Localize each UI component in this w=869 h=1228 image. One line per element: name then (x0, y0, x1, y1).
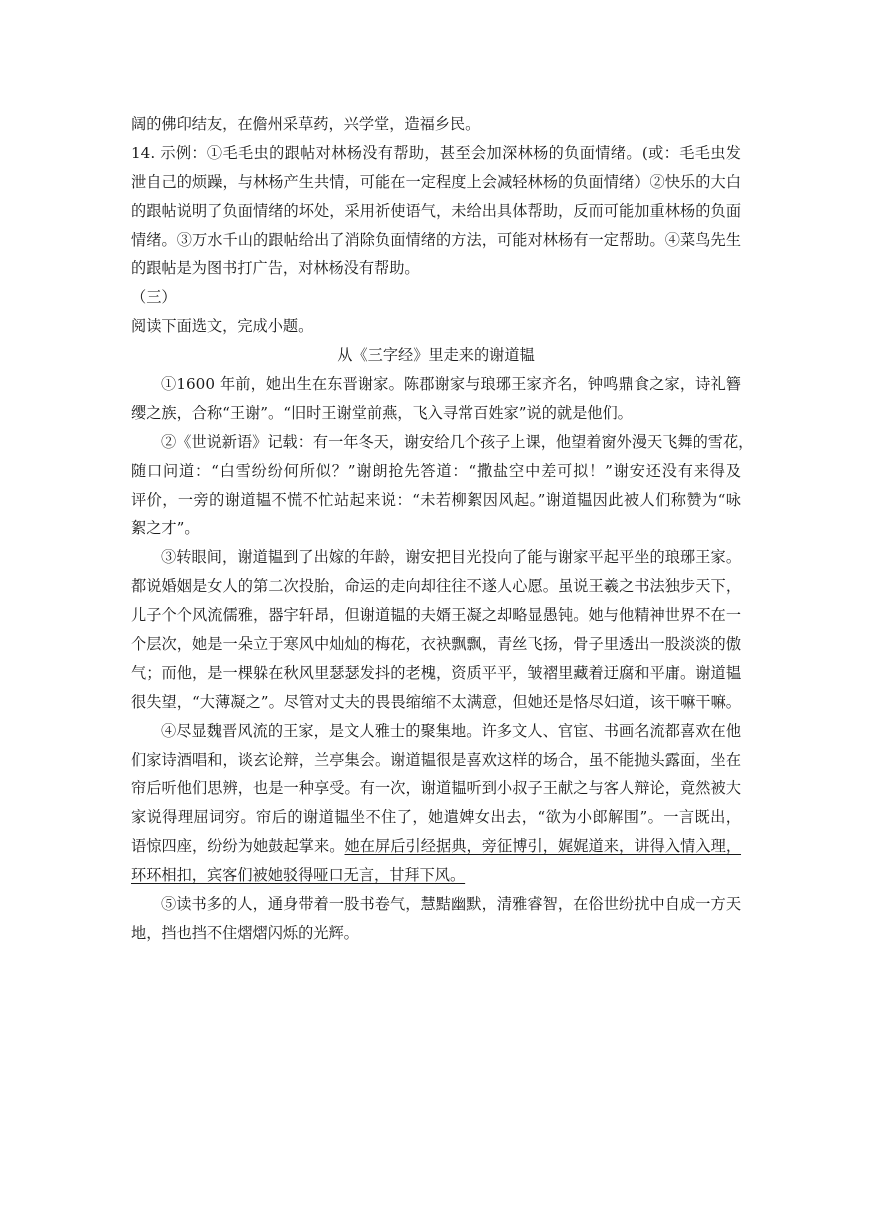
paragraph-1-start: ①1600 年前，她出生在东晋谢家。陈郡谢家与琅琊王家齐名，钟鸣鼎食之家，诗礼簪 (161, 375, 741, 394)
text-line: 气；而他，是一棵躲在秋风里瑟瑟发抖的老槐，资质平平，皱褶里藏着迂腐和平庸。谢道韫 (131, 663, 741, 682)
paragraph-4-start: ④尽显魏晋风流的王家，是文人雅士的聚集地。许多文人、官宦、书画名流都喜欢在他 (161, 721, 741, 740)
text-line: 个层次，她是一朵立于寒风中灿灿的梅花，衣袂飘飘，青丝飞扬，骨子里透出一股淡淡的傲 (131, 635, 741, 654)
text-line: 地，挡也挡不住熠熠闪烁的光辉。 (131, 923, 359, 942)
underlined-segment: 环环相扣，宾客们被她驳得哑口无言，甘拜下风。 (131, 866, 466, 885)
paragraph-5-start: ⑤读书多的人，通身带着一股书卷气，慧黠幽默，清雅睿智，在俗世纷扰中自成一方天 (161, 895, 741, 914)
answer-14-line: 14. 示例：①毛毛虫的跟帖对林杨没有帮助，甚至会加深林杨的负面情绪。(或：毛毛虫发 (131, 143, 741, 162)
text-line: 们家诗酒唱和，谈玄论辩，兰亭集会。谢道韫很是喜欢这样的场合，虽不能抛头露面，坐在 (131, 750, 741, 769)
text-line: 阔的佛印结友，在儋州采草药，兴学堂，造福乡民。 (131, 115, 481, 133)
text-line: 随口问道：“白雪纷纷何所似？”谢朗抢先答道：“撒盐空中差可拟！”谢安还没有来得及 (131, 461, 741, 480)
text-line: 儿子个个风流儒雅，器宇轩昂，但谢道韫的夫婿王凝之却略显愚钝。她与他精神世界不在一 (131, 606, 741, 625)
text-line: 的跟帖是为图书打广告，对林杨没有帮助。 (131, 259, 420, 278)
text-line: 家说得理屈词穷。帘后的谢道韫坐不住了，她遣婢女出去，“欲为小郎解围”。一言既出， (131, 808, 741, 827)
paragraph-2-start: ②《世说新语》记载：有一年冬天，谢安给几个孩子上课，他望着窗外漫天飞舞的雪花， (161, 432, 754, 451)
text-line: 的跟帖说明了负面情绪的坏处，采用祈使语气，未给出具体帮助，反而可能加重林杨的负面 (131, 201, 741, 220)
text-line: 都说婚姻是女人的第二次投胎，命运的走向却往往不遂人心愿。虽说王羲之书法独步天下， (131, 577, 741, 596)
plain-segment: 语惊四座，纷纷为她鼓起掌来。 (131, 837, 345, 856)
text-line: 评价，一旁的谢道韫不慌不忙站起来说：“未若柳絮因风起。”谢道韫因此被人们称赞为“咏 (131, 490, 741, 509)
text-line: 很失望，“大薄凝之”。尽管对丈夫的畏畏缩缩不太满意，但她还是恪尽妇道，该干嘛干嘛。 (131, 692, 741, 711)
section-heading: （三） (131, 288, 177, 307)
underlined-segment: 她在屏后引经据典，旁征博引，娓娓道来，讲得入情入理， (344, 837, 742, 856)
text-line: 泄自己的烦躁，与林杨产生共情，可能在一定程度上会减轻林杨的负面情绪）②快乐的大白 (131, 172, 741, 191)
instruction-text: 阅读下面选文，完成小题。 (131, 317, 314, 336)
text-line: 情绪。③万水千山的跟帖给出了消除负面情绪的方法，可能对林杨有一定帮助。④菜鸟先生 (131, 230, 741, 249)
text-line: 缨之族，合称“王谢”。“旧时王谢堂前燕，飞入寻常百姓家”说的就是他们。 (131, 403, 633, 422)
text-line: 帘后听他们思辨，也是一种享受。有一次，谢道韫听到小叔子王献之与客人辩论，竟然被大 (131, 779, 741, 798)
article-title: 从《三字经》里走来的谢道韫 (337, 346, 535, 365)
document-body (131, 110, 754, 948)
paragraph-3-start: ③转眼间，谢道韫到了出嫁的年龄，谢安把目光投向了能与谢家平起平坐的琅琊王家。 (161, 548, 741, 567)
underlined-line (131, 861, 741, 890)
text-line: 絮之才”。 (131, 519, 200, 538)
text-line-mixed (131, 832, 741, 861)
